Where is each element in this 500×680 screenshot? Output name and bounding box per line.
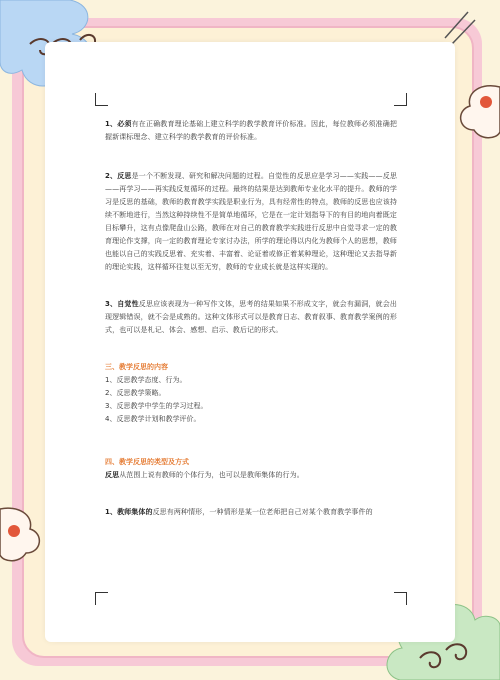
corner-mark-bottom-right	[394, 592, 407, 605]
intro-text: 从范围上说有教师的个体行为，也可以是教师集体的行为。	[119, 471, 304, 479]
corner-mark-bottom-left	[95, 592, 108, 605]
corner-mark-top-right	[394, 93, 407, 106]
paragraph-number: 1、	[105, 508, 118, 516]
paragraph-keyword: 自觉性	[117, 300, 139, 308]
paragraph-number: 3、	[105, 300, 118, 308]
paragraph-number: 2、	[105, 172, 118, 180]
corner-mark-top-left	[95, 93, 108, 106]
document-body	[105, 118, 397, 519]
paragraph-text: 是一个不断发现、研究和解决问题的过程。自觉性的反思应是学习——实践——反思——再学习——再实践反复循环的过程。最终的结果是达到教师专业化水平的提升。教师的学习是反思的基础，教师的教育教学实践是职业行为，具有经常性的特点，教师的反思也应该持续不断地进行，当然这种持续性不是简单地循环，它是在一定计划指导下的有目的地向着既定目标攀升，这有点像爬盘山公路，教师在对自己的教育教学实践进行反思中自觉寻求一定的教育理论作支撑，向一定的教育理论专家讨办法，所学的理论得以内化为教师个人的思想，教师也能以自己的实践反思着、充实着、丰富着、论证着或修正着某种理论，这种理论又去指导新的理论实践，这样循环往复以至无穷，教师的专业成长就是这样实现的。	[105, 172, 397, 271]
paragraph-keyword: 教师集体的	[117, 508, 153, 516]
paragraph-keyword: 反思	[117, 172, 132, 180]
paragraph-text: 有在正确教育理论基础上建立科学的教学教育评价标准。因此，每位教师必须准确把握新课标理念、建立科学的教学教育的评价标准。	[105, 120, 398, 141]
paragraph-2	[105, 170, 397, 274]
list-item: 4、反思教学计划和教学评价。	[105, 415, 201, 423]
list-item: 1、反思教学态度、行为。	[105, 376, 187, 384]
intro-keyword: 反思	[105, 471, 120, 479]
section-heading-content: 三、教学反思的内容	[105, 363, 168, 371]
section-intro	[105, 469, 397, 482]
paragraph-keyword: 必须	[117, 120, 132, 128]
paragraph-text: 反思有两种情形，一种情形是某一位老师把自己对某个教育教学事件的	[152, 508, 373, 516]
paragraph-3	[105, 298, 397, 337]
list-item: 2、反思教学策略。	[105, 389, 166, 397]
section-heading-types: 四、教学反思的类型及方式	[105, 458, 189, 466]
list-item: 3、反思教学中学生的学习过程。	[105, 402, 208, 410]
red-petal-icon	[452, 82, 500, 142]
paragraph-types-1	[105, 506, 397, 519]
paragraph-number: 1、	[105, 120, 118, 128]
paragraph-text: 反思应该表现为一种写作文体，思考的结果如果不形成文字，就会有漏洞，就会出现逻辑错误，就不会是成熟的。这种文体形式可以是教育日志、教育叙事、教育教学案例的形式，也可以是札记、体会、感想、启示、教后记的形式。	[105, 300, 397, 334]
paragraph-1	[105, 118, 397, 144]
red-petal-left-icon	[0, 505, 48, 565]
